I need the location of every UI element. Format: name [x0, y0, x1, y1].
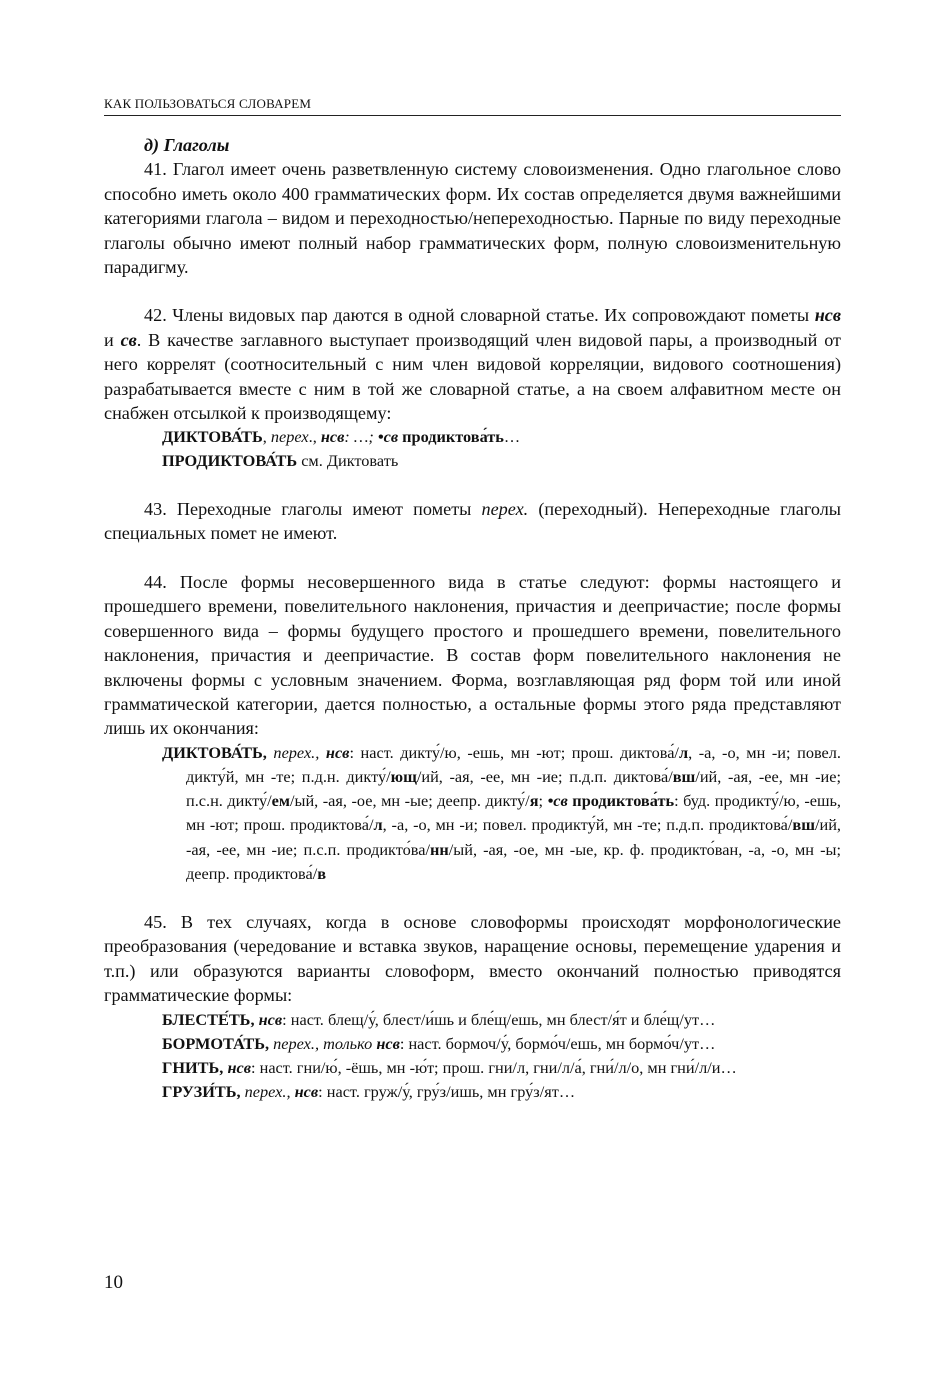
dictionary-entry: ГНИТЬ, нсв: наст. гни/ю́, -ёшь, мн -ю́т; прош. гни/л, гни/л/а́, гни́/л/о, мн гни́/л/и…	[162, 1057, 737, 1077]
paragraph-41: 41. Глагол имеет очень разветвленную систему словоизменения. Одно глагольное слово способно иметь около 400 грамматических форм. Их состав определяется двумя важнейшими категориями глагола – видом и переходностью/непереходностью. Парные по виду переходные глаголы обычно имеют полный набор грамматических форм, полную словоизменительную парадигму.	[104, 159, 841, 278]
section-heading: д) Глаголы	[144, 135, 230, 155]
paragraph-43: 43. Переходные глаголы имеют пометы перех. (переходный). Непереходные глаголы специальных помет не имеют.	[104, 499, 841, 544]
example-44	[104, 741, 841, 886]
example-line: ДИКТОВА́ТЬ, перех., нсв: …; •св продиктова́ть…	[162, 427, 521, 447]
running-header: КАК ПОЛЬЗОВАТЬСЯ СЛОВАРЕМ	[104, 96, 841, 116]
dictionary-entry: ГРУЗИ́ТЬ, перех., нсв: наст. груж/у́, гру́з/ишь, мн гру́з/ят…	[162, 1082, 576, 1102]
paragraph-44: 44. После формы несовершенного вида в статье следуют: формы настоящего и прошедшего времени, повелительного наклонения, причастия и деепричастие; после формы совершенного вида – формы будущего простого и прошедшего времени, повелительного наклонения, причастия и деепричастие. В состав форм повелительного наклонения не включены формы с условным значением. Форма, возглавляющая ряд форм той или иной грамматической категории, дается полностью, а остальные формы этого ряда представляют лишь их окончания:	[104, 571, 841, 739]
paragraph-42: 42. Члены видовых пар даются в одной словарной статье. Их сопровождают пометы нсв и св. В качестве заглавного выступает производящий член видовой пары, а производный от него коррелят (соотносительный с ним член видовой корреляции, видового соотношения) разрабатывается вместе с ним в той же словарной статье, а на своем алфавитном месте он снабжен отсылкой к производящему:	[104, 305, 842, 424]
example-line: ПРОДИКТОВА́ТЬ см. Диктовать	[162, 451, 399, 471]
dictionary-entry: БОРМОТА́ТЬ, перех., только нсв: наст. бормоч/у́, бормо́ч/ешь, мн бормо́ч/ут…	[162, 1033, 716, 1053]
example-45	[104, 1008, 841, 1105]
page-number: 10	[104, 1272, 123, 1293]
page-body	[104, 133, 841, 1104]
example-42	[104, 425, 841, 473]
dictionary-entry: БЛЕСТЕ́ТЬ, нсв: наст. блещ/у́, блест/и́шь и бле́щ/ешь, мн блест/я́т и бле́щ/ут…	[162, 1009, 716, 1029]
dictionary-entry: ДИКТОВА́ТЬ, перех., нсв: наст. дикту́/ю, -ешь, мн -ют; прош. диктова́/л, -а, -о, мн -и; повел. дикту́й, мн -те; п.д.н. дикту́/ющ/ий, -ая, -ее, мн -ие; п.д.п. диктова́/вш/ий, -ая, -ее, мн -ие; п.с.н. дикту́/ем/ый, -ая, -ое, мн -ые; деепр. дикту́/я; •св продиктова́ть: буд. продикту́/ю, -ешь, мн -ют; прош. продиктова́/л, -а, -о, мн -и; повел. продикту́й, мн -те; п.д.п. продиктова́/вш/ий, -ая, -ее, мн -ие; п.с.п. продикто́ва/нн/ый, -ая, -ое, мн -ые, кр. ф. продикто́ван, -а, -о, мн -ы; деепр. продиктова́/в	[162, 742, 842, 883]
paragraph-45: 45. В тех случаях, когда в основе словоформы происходят морфонологические преобразования (чередование и вставка звуков, наращение основы, перемещение ударения и т.п.) или образуются варианты словоформ, вместо окончаний полностью приводятся грамматические формы:	[104, 911, 841, 1006]
